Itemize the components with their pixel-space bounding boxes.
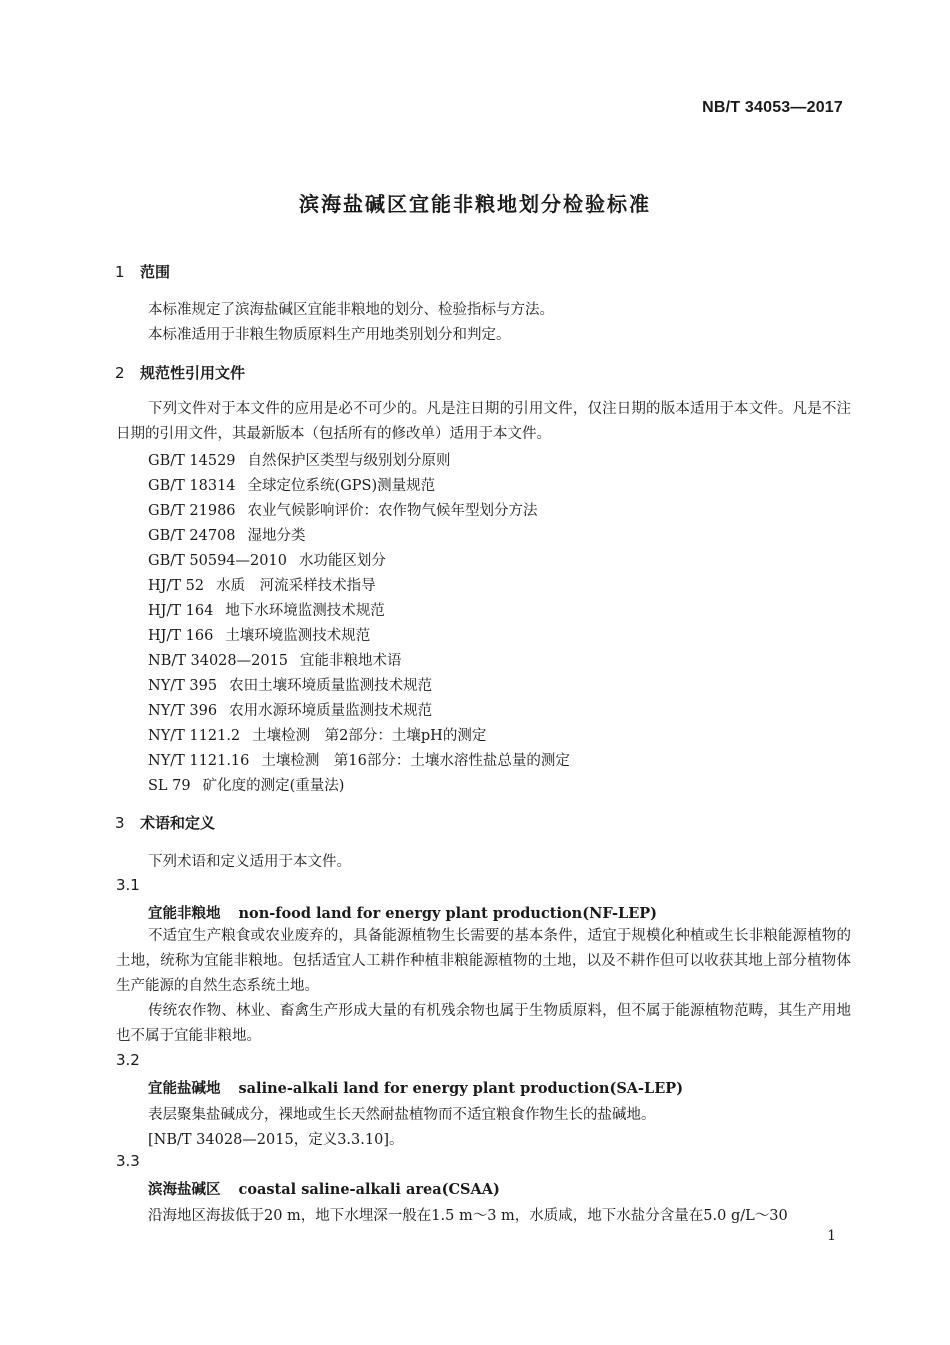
reference-title: 土壤检测 第16部分：土壤水溶性盐总量的测定 — [261, 753, 570, 769]
reference-code: HJ/T 166 — [148, 628, 214, 644]
reference-code: NY/T 395 — [148, 678, 218, 694]
paragraph: [NB/T 34028—2015，定义3.3.10]。 — [148, 1132, 404, 1148]
section-3-heading — [115, 812, 215, 833]
document-title: 滨海盐碱区宜能非粮地划分检验标准 — [299, 192, 651, 216]
term-zh: 滨海盐碱区 — [148, 1181, 221, 1198]
reference-item — [148, 524, 306, 545]
reference-item — [148, 474, 435, 495]
reference-item — [148, 499, 538, 520]
reference-item — [148, 549, 386, 570]
reference-title: 农田土壤环境质量监测技术规范 — [229, 678, 433, 694]
standard-number: NB/T 34053—2017 — [702, 99, 843, 116]
reference-title: 水功能区划分 — [298, 553, 386, 569]
term-heading — [148, 1178, 500, 1199]
reference-title: 土壤环境监测技术规范 — [225, 628, 371, 644]
reference-code: HJ/T 164 — [148, 603, 214, 619]
term-number: 3.3 — [116, 1152, 140, 1170]
term-en: saline-alkali land for energy plant production(SA-LEP) — [238, 1080, 684, 1097]
reference-item — [148, 724, 486, 745]
section-1-heading — [115, 261, 170, 282]
reference-item — [148, 749, 570, 770]
reference-code: HJ/T 52 — [148, 578, 205, 594]
section-number: 3 — [115, 814, 125, 832]
section-title: 术语和定义 — [140, 814, 216, 832]
paragraph: 下列术语和定义适用于本文件。 — [148, 854, 351, 870]
reference-item — [148, 674, 432, 695]
section-title: 规范性引用文件 — [140, 364, 246, 382]
section-number: 2 — [115, 364, 125, 382]
reference-title: 自然保护区类型与级别划分原则 — [247, 453, 451, 469]
term-number: 3.2 — [116, 1051, 140, 1069]
reference-item — [148, 774, 344, 795]
reference-title: 土壤检测 第2部分：土壤pH的测定 — [252, 728, 487, 744]
reference-item — [148, 624, 370, 645]
paragraph: 下列文件对于本文件的应用是必不可少的。凡是注日期的引用文件，仅注日期的版本适用于本文件。凡是不注日期的引用文件，其最新版本（包括所有的修改单）适用于本文件。 — [116, 401, 851, 442]
reference-code: NY/T 396 — [148, 703, 218, 719]
paragraph: 表层聚集盐碱成分，裸地或生长天然耐盐植物而不适宜粮食作物生长的盐碱地。 — [148, 1107, 656, 1123]
reference-item — [148, 649, 402, 670]
reference-title: 地下水环境监测技术规范 — [225, 603, 385, 619]
section-2-heading — [115, 362, 245, 383]
section-number: 1 — [115, 263, 125, 281]
paragraph: 不适宜生产粮食或农业废弃的，具备能源植物生长需要的基本条件，适宜于规模化种植或生长非粮能源植物的土地，统称为宜能非粮地。包括适宜人工耕作种植非粮能源植物的土地，以及不耕作但可以收获其地上部分植物体生产能源的自然生态系统土地。 — [116, 928, 851, 994]
term-en: coastal saline-alkali area(CSAA) — [238, 1181, 500, 1198]
section-title: 范围 — [140, 263, 171, 281]
reference-code: NY/T 1121.16 — [148, 753, 250, 769]
reference-code: NY/T 1121.2 — [148, 728, 241, 744]
reference-code: GB/T 24708 — [148, 528, 236, 544]
reference-title: 宜能非粮地术语 — [300, 653, 402, 669]
reference-title: 农业气候影响评价：农作物气候年型划分方法 — [247, 503, 538, 519]
reference-code: GB/T 50594—2010 — [148, 553, 287, 569]
paragraph: 本标准规定了滨海盐碱区宜能非粮地的划分、检验指标与方法。 — [148, 302, 554, 318]
reference-code: NB/T 34028—2015 — [148, 653, 289, 669]
reference-title: 水质 河流采样技术指导 — [216, 578, 376, 594]
reference-title: 湿地分类 — [247, 528, 306, 544]
paragraph: 传统农作物、林业、畜禽生产形成大量的有机残余物也属于生物质原料，但不属于能源植物范畴，其生产用地也不属于宜能非粮地。 — [116, 1003, 851, 1044]
reference-code: SL 79 — [148, 778, 191, 794]
reference-title: 全球定位系统(GPS)测量规范 — [247, 478, 436, 494]
paragraph: 本标准适用于非粮生物质原料生产用地类别划分和判定。 — [148, 327, 511, 343]
reference-item — [148, 699, 432, 720]
reference-code: GB/T 18314 — [148, 478, 236, 494]
term-zh: 宜能非粮地 — [148, 905, 221, 922]
page-number: 1 — [827, 1228, 836, 1244]
term-en: non-food land for energy plant production(NF-LEP) — [238, 905, 658, 922]
reference-code: GB/T 21986 — [148, 503, 236, 519]
reference-item — [148, 599, 385, 620]
reference-title: 农用水源环境质量监测技术规范 — [229, 703, 433, 719]
paragraph: 沿海地区海拔低于20 m，地下水埋深一般在1.5 m～3 m，水质咸，地下水盐分含量在5.0 g/L～30 — [148, 1208, 788, 1224]
term-zh: 宜能盐碱地 — [148, 1080, 221, 1097]
reference-item — [148, 449, 451, 470]
reference-code: GB/T 14529 — [148, 453, 236, 469]
term-heading — [148, 902, 657, 923]
reference-item — [148, 574, 376, 595]
term-heading — [148, 1077, 683, 1098]
reference-title: 矿化度的测定(重量法) — [202, 778, 345, 794]
term-number: 3.1 — [116, 876, 140, 894]
